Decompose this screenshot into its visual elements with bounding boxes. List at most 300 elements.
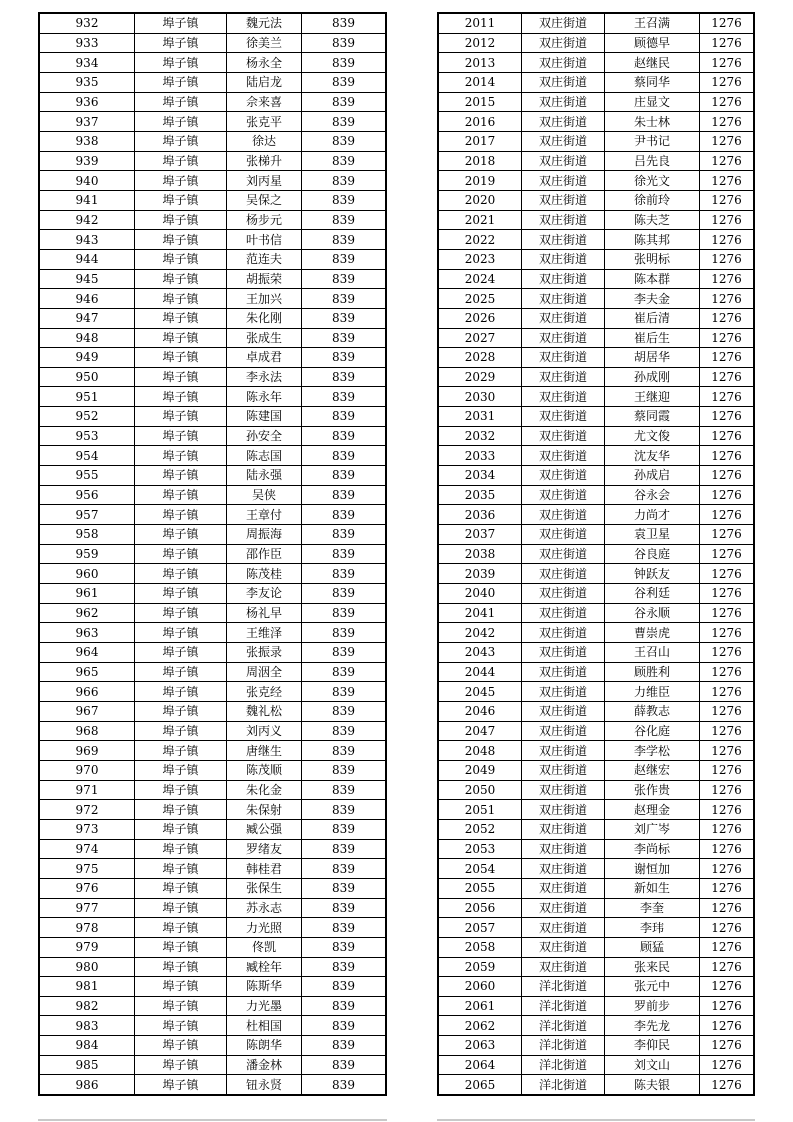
table-row <box>40 446 385 466</box>
district-cell: 埠子镇 <box>135 152 227 171</box>
person_name-cell: 袁卫星 <box>605 525 700 544</box>
serial-cell: 2060 <box>439 977 522 996</box>
district-cell: 埠子镇 <box>135 289 227 308</box>
serial-cell: 965 <box>40 663 135 682</box>
district-cell: 双庄街道 <box>522 722 605 741</box>
count-cell: 1276 <box>711 409 742 424</box>
person_name-cell: 刘丙星 <box>227 171 302 190</box>
count-cell: 839 <box>332 547 355 562</box>
district-cell: 埠子镇 <box>135 859 227 878</box>
serial-cell: 936 <box>40 93 135 112</box>
count-cell: 1276 <box>711 881 742 896</box>
district-cell: 洋北街道 <box>522 997 605 1016</box>
district-cell: 埠子镇 <box>135 309 227 328</box>
count-cell: 1276 <box>711 743 742 758</box>
table-row <box>40 859 385 879</box>
person_name-cell: 蔡同华 <box>605 73 700 92</box>
count-cell: 1276 <box>711 841 742 856</box>
count-cell: 1276 <box>711 114 742 129</box>
district-cell: 埠子镇 <box>135 112 227 131</box>
table-row <box>439 643 753 663</box>
district-cell: 双庄街道 <box>522 230 605 249</box>
table-row <box>40 505 385 525</box>
district-cell: 埠子镇 <box>135 230 227 249</box>
table-row <box>40 702 385 722</box>
count-cell: 1276 <box>711 999 742 1014</box>
district-cell: 埠子镇 <box>135 545 227 564</box>
count-cell: 1276 <box>711 861 742 876</box>
table-row <box>439 289 753 309</box>
count-cell: 839 <box>332 1077 355 1092</box>
person_name-cell: 朱保射 <box>227 800 302 819</box>
person_name-cell: 吴保之 <box>227 191 302 210</box>
serial-cell: 939 <box>40 152 135 171</box>
person_name-cell: 李仰民 <box>605 1036 700 1055</box>
person_name-cell: 周洇全 <box>227 663 302 682</box>
person_name-cell: 张保生 <box>227 879 302 898</box>
table-row <box>439 309 753 329</box>
count-cell: 839 <box>332 625 355 640</box>
person_name-cell: 孙安全 <box>227 427 302 446</box>
table-row <box>439 329 753 349</box>
district-cell: 洋北街道 <box>522 1075 605 1094</box>
table-row <box>40 289 385 309</box>
district-cell: 埠子镇 <box>135 505 227 524</box>
serial-cell: 943 <box>40 230 135 249</box>
district-cell: 双庄街道 <box>522 643 605 662</box>
serial-cell: 957 <box>40 505 135 524</box>
serial-cell: 970 <box>40 761 135 780</box>
person_name-cell: 谷永会 <box>605 486 700 505</box>
person_name-cell: 王召满 <box>605 14 700 33</box>
person_name-cell: 崔后生 <box>605 329 700 348</box>
person_name-cell: 顾猛 <box>605 938 700 957</box>
person_name-cell: 杨步元 <box>227 211 302 230</box>
serial-cell: 2046 <box>439 702 522 721</box>
table-row <box>439 53 753 73</box>
person_name-cell: 朱化刚 <box>227 309 302 328</box>
table-row <box>40 1056 385 1076</box>
person_name-cell: 叶书信 <box>227 230 302 249</box>
district-cell: 双庄街道 <box>522 289 605 308</box>
serial-cell: 935 <box>40 73 135 92</box>
table-row <box>439 663 753 683</box>
count-cell: 1276 <box>711 330 742 345</box>
person_name-cell: 韩桂君 <box>227 859 302 878</box>
table-row <box>439 682 753 702</box>
serial-cell: 2018 <box>439 152 522 171</box>
serial-cell: 2019 <box>439 171 522 190</box>
serial-cell: 947 <box>40 309 135 328</box>
table-row <box>439 466 753 486</box>
count-cell: 839 <box>332 173 355 188</box>
person_name-cell: 邵作臣 <box>227 545 302 564</box>
district-cell: 埠子镇 <box>135 702 227 721</box>
serial-cell: 2021 <box>439 211 522 230</box>
district-cell: 双庄街道 <box>522 840 605 859</box>
serial-cell: 2027 <box>439 329 522 348</box>
district-cell: 埠子镇 <box>135 427 227 446</box>
district-cell: 埠子镇 <box>135 663 227 682</box>
table-row <box>40 270 385 290</box>
district-cell: 双庄街道 <box>522 623 605 642</box>
serial-cell: 984 <box>40 1036 135 1055</box>
person_name-cell: 薛教志 <box>605 702 700 721</box>
district-cell: 埠子镇 <box>135 270 227 289</box>
count-cell: 1276 <box>711 291 742 306</box>
serial-cell: 2065 <box>439 1075 522 1094</box>
table-row <box>439 564 753 584</box>
count-cell: 839 <box>332 664 355 679</box>
district-cell: 双庄街道 <box>522 427 605 446</box>
table-row <box>40 663 385 683</box>
table-row <box>40 938 385 958</box>
district-cell: 埠子镇 <box>135 211 227 230</box>
count-cell: 839 <box>332 409 355 424</box>
count-cell: 839 <box>332 802 355 817</box>
table-row <box>439 171 753 191</box>
person_name-cell: 赵继宏 <box>605 761 700 780</box>
serial-cell: 2061 <box>439 997 522 1016</box>
serial-cell: 954 <box>40 446 135 465</box>
count-cell: 839 <box>332 448 355 463</box>
table-row <box>439 741 753 761</box>
table-row <box>439 623 753 643</box>
person_name-cell: 吕先良 <box>605 152 700 171</box>
table-row <box>439 899 753 919</box>
person_name-cell: 陈夫银 <box>605 1075 700 1094</box>
district-cell: 埠子镇 <box>135 781 227 800</box>
count-cell: 1276 <box>711 704 742 719</box>
count-cell: 839 <box>332 389 355 404</box>
district-cell: 埠子镇 <box>135 997 227 1016</box>
count-cell: 1276 <box>711 566 742 581</box>
district-cell: 埠子镇 <box>135 466 227 485</box>
table-row <box>40 741 385 761</box>
table-row <box>439 93 753 113</box>
district-cell: 埠子镇 <box>135 368 227 387</box>
serial-cell: 971 <box>40 781 135 800</box>
count-cell: 1276 <box>711 782 742 797</box>
count-cell: 839 <box>332 488 355 503</box>
person_name-cell: 潘金林 <box>227 1056 302 1075</box>
table-row <box>40 525 385 545</box>
serial-cell: 969 <box>40 741 135 760</box>
count-cell: 839 <box>332 291 355 306</box>
count-cell: 839 <box>332 16 355 31</box>
person_name-cell: 张来民 <box>605 958 700 977</box>
district-cell: 埠子镇 <box>135 132 227 151</box>
table-row <box>439 387 753 407</box>
district-cell: 双庄街道 <box>522 604 605 623</box>
table-row <box>439 486 753 506</box>
district-cell: 双庄街道 <box>522 112 605 131</box>
person_name-cell: 孙成刚 <box>605 368 700 387</box>
table-row <box>439 1056 753 1076</box>
table-row <box>40 1036 385 1056</box>
serial-cell: 2022 <box>439 230 522 249</box>
serial-cell: 2015 <box>439 93 522 112</box>
person_name-cell: 陈夫芝 <box>605 211 700 230</box>
count-cell: 1276 <box>711 193 742 208</box>
district-cell: 双庄街道 <box>522 702 605 721</box>
table-row <box>439 132 753 152</box>
district-cell: 埠子镇 <box>135 564 227 583</box>
person_name-cell: 吴侠 <box>227 486 302 505</box>
table-row <box>439 34 753 54</box>
count-cell: 839 <box>332 212 355 227</box>
table-row <box>439 191 753 211</box>
count-cell: 1276 <box>711 488 742 503</box>
serial-cell: 2025 <box>439 289 522 308</box>
table-row <box>40 899 385 919</box>
district-cell: 埠子镇 <box>135 820 227 839</box>
table-row <box>40 604 385 624</box>
person_name-cell: 朱化金 <box>227 781 302 800</box>
table-row <box>439 604 753 624</box>
serial-cell: 2043 <box>439 643 522 662</box>
district-cell: 双庄街道 <box>522 859 605 878</box>
table-row <box>40 53 385 73</box>
district-cell: 埠子镇 <box>135 800 227 819</box>
person_name-cell: 臧公强 <box>227 820 302 839</box>
serial-cell: 958 <box>40 525 135 544</box>
serial-cell: 976 <box>40 879 135 898</box>
person_name-cell: 胡居华 <box>605 348 700 367</box>
district-cell: 双庄街道 <box>522 407 605 426</box>
serial-cell: 2020 <box>439 191 522 210</box>
district-cell: 双庄街道 <box>522 191 605 210</box>
count-cell: 839 <box>332 959 355 974</box>
count-cell: 1276 <box>711 448 742 463</box>
table-row <box>40 1016 385 1036</box>
table-row <box>439 505 753 525</box>
district-cell: 双庄街道 <box>522 584 605 603</box>
serial-cell: 2048 <box>439 741 522 760</box>
person_name-cell: 钮永贤 <box>227 1075 302 1094</box>
district-cell: 埠子镇 <box>135 1036 227 1055</box>
person_name-cell: 张梯升 <box>227 152 302 171</box>
person_name-cell: 唐继生 <box>227 741 302 760</box>
table-row <box>439 800 753 820</box>
count-cell: 1276 <box>711 802 742 817</box>
table-row <box>40 14 385 34</box>
serial-cell: 940 <box>40 171 135 190</box>
district-cell: 双庄街道 <box>522 545 605 564</box>
person_name-cell: 李奎 <box>605 899 700 918</box>
table-row <box>439 938 753 958</box>
person_name-cell: 谷永顺 <box>605 604 700 623</box>
serial-cell: 2036 <box>439 505 522 524</box>
table-row <box>439 427 753 447</box>
count-cell: 839 <box>332 763 355 778</box>
person_name-cell: 力光照 <box>227 918 302 937</box>
count-cell: 1276 <box>711 153 742 168</box>
serial-cell: 977 <box>40 899 135 918</box>
serial-cell: 955 <box>40 466 135 485</box>
count-cell: 1276 <box>711 822 742 837</box>
count-cell: 1276 <box>711 232 742 247</box>
table-row <box>439 230 753 250</box>
district-cell: 洋北街道 <box>522 1016 605 1035</box>
count-cell: 1276 <box>711 468 742 483</box>
serial-cell: 979 <box>40 938 135 957</box>
district-cell: 双庄街道 <box>522 250 605 269</box>
district-cell: 双庄街道 <box>522 466 605 485</box>
table-row <box>439 977 753 997</box>
person_name-cell: 新如生 <box>605 879 700 898</box>
count-cell: 839 <box>332 645 355 660</box>
person_name-cell: 刘广岑 <box>605 820 700 839</box>
table-row <box>439 368 753 388</box>
person_name-cell: 力维臣 <box>605 682 700 701</box>
serial-cell: 941 <box>40 191 135 210</box>
district-cell: 双庄街道 <box>522 270 605 289</box>
district-cell: 埠子镇 <box>135 1056 227 1075</box>
count-cell: 1276 <box>711 900 742 915</box>
count-cell: 1276 <box>711 920 742 935</box>
person_name-cell: 陈永年 <box>227 387 302 406</box>
person_name-cell: 苏永志 <box>227 899 302 918</box>
person_name-cell: 罗绪友 <box>227 840 302 859</box>
serial-cell: 2047 <box>439 722 522 741</box>
count-cell: 839 <box>332 900 355 915</box>
serial-cell: 937 <box>40 112 135 131</box>
left-roster-table <box>38 12 387 1096</box>
serial-cell: 2041 <box>439 604 522 623</box>
serial-cell: 2059 <box>439 958 522 977</box>
serial-cell: 2032 <box>439 427 522 446</box>
serial-cell: 963 <box>40 623 135 642</box>
district-cell: 埠子镇 <box>135 761 227 780</box>
count-cell: 839 <box>332 468 355 483</box>
count-cell: 839 <box>332 861 355 876</box>
district-cell: 洋北街道 <box>522 1036 605 1055</box>
count-cell: 839 <box>332 429 355 444</box>
table-row <box>40 643 385 663</box>
person_name-cell: 张克平 <box>227 112 302 131</box>
count-cell: 1276 <box>711 763 742 778</box>
serial-cell: 961 <box>40 584 135 603</box>
serial-cell: 972 <box>40 800 135 819</box>
serial-cell: 2050 <box>439 781 522 800</box>
person_name-cell: 朱士林 <box>605 112 700 131</box>
table-row <box>40 250 385 270</box>
district-cell: 埠子镇 <box>135 879 227 898</box>
count-cell: 1276 <box>711 940 742 955</box>
count-cell: 839 <box>332 586 355 601</box>
table-row <box>40 191 385 211</box>
district-cell: 埠子镇 <box>135 1075 227 1094</box>
count-cell: 1276 <box>711 1077 742 1092</box>
right-roster-table <box>437 12 755 1096</box>
count-cell: 839 <box>332 1058 355 1073</box>
serial-cell: 948 <box>40 329 135 348</box>
table-row <box>40 682 385 702</box>
serial-cell: 2023 <box>439 250 522 269</box>
district-cell: 埠子镇 <box>135 918 227 937</box>
serial-cell: 981 <box>40 977 135 996</box>
district-cell: 双庄街道 <box>522 14 605 33</box>
person_name-cell: 王继迎 <box>605 387 700 406</box>
district-cell: 双庄街道 <box>522 958 605 977</box>
count-cell: 839 <box>332 684 355 699</box>
district-cell: 双庄街道 <box>522 663 605 682</box>
table-row <box>439 781 753 801</box>
serial-cell: 945 <box>40 270 135 289</box>
table-row <box>439 152 753 172</box>
serial-cell: 2037 <box>439 525 522 544</box>
district-cell: 埠子镇 <box>135 191 227 210</box>
count-cell: 1276 <box>711 55 742 70</box>
table-row <box>439 702 753 722</box>
person_name-cell: 谷利廷 <box>605 584 700 603</box>
person_name-cell: 陆启龙 <box>227 73 302 92</box>
person_name-cell: 曹崇虎 <box>605 623 700 642</box>
table-row <box>40 427 385 447</box>
serial-cell: 2029 <box>439 368 522 387</box>
count-cell: 1276 <box>711 684 742 699</box>
table-row <box>40 368 385 388</box>
count-cell: 839 <box>332 1018 355 1033</box>
serial-cell: 2014 <box>439 73 522 92</box>
person_name-cell: 卓成君 <box>227 348 302 367</box>
count-cell: 839 <box>332 271 355 286</box>
count-cell: 1276 <box>711 350 742 365</box>
serial-cell: 2042 <box>439 623 522 642</box>
table-row <box>40 918 385 938</box>
district-cell: 双庄街道 <box>522 781 605 800</box>
person_name-cell: 徐前玲 <box>605 191 700 210</box>
count-cell: 839 <box>332 507 355 522</box>
person_name-cell: 赵理金 <box>605 800 700 819</box>
table-row <box>40 1075 385 1094</box>
district-cell: 双庄街道 <box>522 53 605 72</box>
count-cell: 839 <box>332 114 355 129</box>
district-cell: 双庄街道 <box>522 34 605 53</box>
district-cell: 双庄街道 <box>522 820 605 839</box>
serial-cell: 982 <box>40 997 135 1016</box>
serial-cell: 2053 <box>439 840 522 859</box>
count-cell: 839 <box>332 252 355 267</box>
person_name-cell: 陈茂桂 <box>227 564 302 583</box>
count-cell: 839 <box>332 940 355 955</box>
count-cell: 839 <box>332 881 355 896</box>
table-row <box>40 722 385 742</box>
district-cell: 双庄街道 <box>522 368 605 387</box>
district-cell: 埠子镇 <box>135 584 227 603</box>
count-cell: 839 <box>332 75 355 90</box>
person_name-cell: 杨永全 <box>227 53 302 72</box>
table-row <box>439 918 753 938</box>
person_name-cell: 张元中 <box>605 977 700 996</box>
table-row <box>40 977 385 997</box>
count-cell: 1276 <box>711 645 742 660</box>
count-cell: 839 <box>332 370 355 385</box>
district-cell: 双庄街道 <box>522 899 605 918</box>
count-cell: 1276 <box>711 429 742 444</box>
table-row <box>439 112 753 132</box>
count-cell: 839 <box>332 822 355 837</box>
serial-cell: 952 <box>40 407 135 426</box>
table-row <box>439 407 753 427</box>
table-row <box>40 820 385 840</box>
serial-cell: 2049 <box>439 761 522 780</box>
count-cell: 839 <box>332 743 355 758</box>
count-cell: 1276 <box>711 212 742 227</box>
table-row <box>439 270 753 290</box>
district-cell: 双庄街道 <box>522 73 605 92</box>
